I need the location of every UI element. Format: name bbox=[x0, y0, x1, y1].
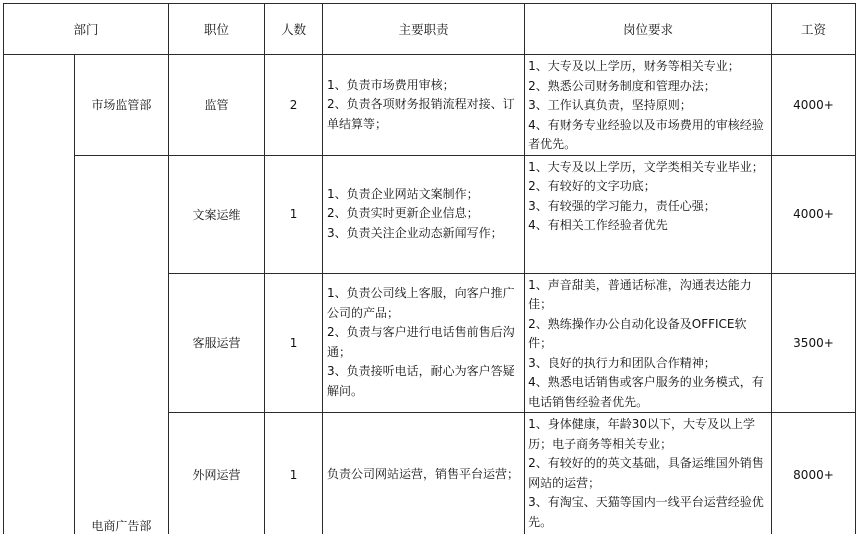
table-row bbox=[4, 55, 856, 156]
req-line: 3、有淘宝、天猫等国内一线平台运营经验优先。 bbox=[528, 495, 764, 529]
requirements-cell bbox=[525, 55, 772, 156]
duties-cell bbox=[323, 273, 525, 413]
req-line: 1、声音甜美，普通话标准，沟通表达能力佳； bbox=[528, 277, 752, 311]
duty-line: 1、负责公司线上客服，向客户推广公司的产品； bbox=[327, 286, 515, 320]
req-line: 3、良好的执行力和团队合作精神； bbox=[528, 355, 716, 370]
duty-line: 1、负责企业网站文案制作； bbox=[327, 186, 479, 201]
duties-cell bbox=[323, 413, 525, 534]
position-cell: 文案运维 bbox=[168, 155, 264, 273]
req-line: 4、有相关工作经验者优先 bbox=[528, 218, 668, 232]
header-dept: 部门 bbox=[4, 4, 169, 55]
header-salary: 工资 bbox=[771, 4, 855, 55]
position-cell: 外网运营 bbox=[168, 413, 264, 534]
count-cell: 1 bbox=[265, 155, 323, 273]
req-line: 2、有较好的的英文基础，具备运维国外销售网站的运营； bbox=[528, 456, 764, 490]
req-line: 4、熟悉电话销售或客户服务的业务模式，有电话销售经验者优先。 bbox=[528, 375, 764, 409]
duty-line: 负责公司网站运营，销售平台运营； bbox=[327, 466, 520, 481]
table-row bbox=[4, 155, 856, 273]
count-cell: 2 bbox=[265, 55, 323, 156]
salary-cell: 4000+ bbox=[771, 155, 855, 273]
req-line: 1、身体健康，年龄30以下，大专及以上学历；电子商务等相关专业； bbox=[528, 417, 756, 451]
header-count: 人数 bbox=[265, 4, 323, 55]
requirements-cell bbox=[525, 273, 772, 413]
header-position: 职位 bbox=[168, 4, 264, 55]
salary-cell: 4000+ bbox=[771, 55, 855, 156]
job-table bbox=[3, 3, 856, 534]
duty-line: 3、负责接听电话，耐心为客户答疑解问。 bbox=[327, 364, 515, 398]
count-cell: 1 bbox=[265, 413, 323, 534]
duty-line: 3、负责关注企业动态新闻写作； bbox=[327, 225, 503, 240]
left-blank-cell bbox=[4, 55, 75, 534]
req-line: 3、工作认真负责，坚持原则； bbox=[528, 98, 692, 112]
position-cell: 客服运营 bbox=[168, 273, 264, 413]
header-duties: 主要职责 bbox=[323, 4, 525, 55]
duty-line: 2、负责实时更新企业信息； bbox=[327, 206, 479, 221]
req-line: 1、大专及以上学历，财务等相关专业； bbox=[528, 59, 740, 73]
req-line: 1、大专及以上学历，文学类相关专业毕业； bbox=[528, 159, 764, 174]
duty-line: 1、负责市场费用审核； bbox=[327, 77, 455, 92]
count-cell: 1 bbox=[265, 273, 323, 413]
header-requirements: 岗位要求 bbox=[525, 4, 772, 55]
salary-cell: 3500+ bbox=[771, 273, 855, 413]
duties-cell bbox=[323, 155, 525, 273]
req-line: 2、熟悉公司财务制度和管理办法； bbox=[528, 78, 716, 93]
position-cell: 监管 bbox=[168, 55, 264, 156]
header-row bbox=[4, 4, 856, 55]
dept-cell: 市场监管部 bbox=[74, 55, 168, 156]
req-line: 3、有较强的学习能力，责任心强； bbox=[528, 198, 716, 213]
requirements-cell bbox=[525, 155, 772, 273]
duty-line: 2、负责与客户进行电话售前售后沟通； bbox=[327, 325, 515, 359]
req-line: 2、有较好的文字功底； bbox=[528, 179, 656, 193]
salary-cell: 8000+ bbox=[771, 413, 855, 534]
req-line: 4、有财务专业经验以及市场费用的审核经验者优先。 bbox=[528, 117, 764, 151]
requirements-cell bbox=[525, 413, 772, 534]
req-line: 2、熟练操作办公自动化设备及OFFICE软件； bbox=[528, 316, 747, 350]
dept-cell: 电商广告部 bbox=[74, 155, 168, 534]
duties-cell bbox=[323, 55, 525, 156]
duty-line: 2、负责各项财务报销流程对接、订单结算等； bbox=[327, 97, 515, 131]
